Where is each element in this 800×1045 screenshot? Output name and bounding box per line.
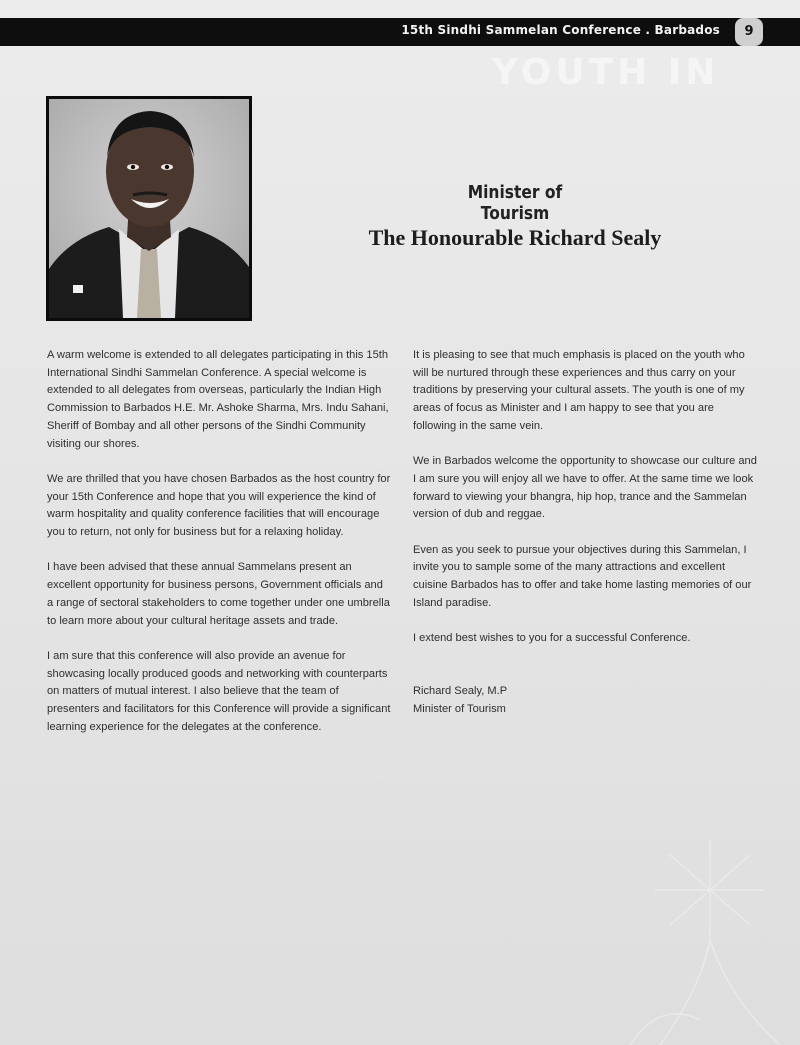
minister-name-heading: The Honourable Richard Sealy (368, 225, 662, 250)
signature-block (413, 683, 758, 718)
header-title: 15th Sindhi Sammelan Conference . Barbados (401, 23, 720, 37)
paragraph: I extend best wishes to you for a successful Conference. (413, 632, 691, 645)
paragraph: I have been advised that these annual Sammelans present an excellent opportunity for business persons, Government officials and a range of sectoral stakeholders to come together under one umbrella to learn more about your cultural heritage assets and trade. (47, 561, 390, 627)
paragraph: It is pleasing to see that much emphasis is placed on the youth who will be nurtured through these experiences and thus carry on your traditions by preserving your cultural assets. The youth is one of my areas of focus as Minister and I am happy to see that you are following in the same vein. (413, 349, 745, 432)
portrait-photo (49, 99, 249, 318)
paragraph: Even as you seek to pursue your objectives during this Sammelan, I invite you to sample some of the many attractions and excellent cuisine Barbados has to offer and take home lasting memories of our Island paradise. (413, 543, 752, 609)
left-text-column (47, 347, 392, 754)
decorative-flower-graphic (600, 820, 800, 1045)
paragraph: We in Barbados welcome the opportunity to showcase our culture and I am sure you will enjoy all we have to offer. At the same time we look forward to viewing your bhangra, hip hop, trance and the Sammelan version of dub and reggae. (413, 455, 757, 521)
signature-name: Richard Sealy, M.P (413, 684, 508, 697)
paragraph: I am sure that this conference will also provide an avenue for showcasing locally produced goods and networking with counterparts on matters of mutual interest. I also believe that the team of presenters and facilitators for this Conference will provide a significant learning experience for the delegates at the conference. (47, 649, 391, 733)
portrait-photo-frame (46, 96, 252, 321)
paragraph: We are thrilled that you have chosen Barbados as the host country for your 15th Conference and hope that you will experience the kind of warm hospitality and quality conference facilities that will encourage you to return, not only for business but for a relaxing holiday. (47, 472, 391, 539)
background-watermark: YOUTH IN (492, 52, 720, 93)
page-number: 9 (735, 18, 763, 46)
signature-title: Minister of Tourism (413, 702, 506, 715)
paragraph: A warm welcome is extended to all delegates participating in this 15th International Sindhi Sammelan Conference. A special welcome is extended to all delegates from overseas, particularly the Indian High Commission to Barbados H.E. Mr. Ashoke Sharma, Mrs. Indu Sahani, Sheriff of Bombay and all other persons of the Sindhi Community visiting our shores. (47, 349, 389, 450)
minister-role-heading: Minister of Tourism (467, 182, 563, 224)
right-text-column (413, 347, 758, 736)
